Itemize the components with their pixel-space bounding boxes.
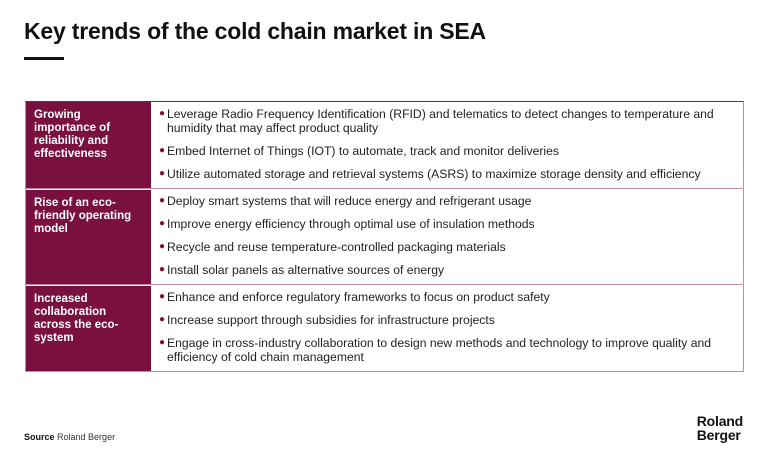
list-item-text: Increase support through subsidies for infrastructure projects — [167, 313, 495, 327]
bullet-icon: ● — [159, 108, 166, 119]
trend-category-label: Rise of an eco-friendly operating model — [26, 189, 151, 284]
trend-row — [26, 284, 743, 371]
bullet-icon: ● — [159, 337, 166, 348]
trends-table — [25, 101, 744, 372]
bullet-icon: ● — [159, 291, 166, 302]
roland-berger-logo — [697, 414, 743, 442]
trend-category-label: Growing importance of reliability and effectiveness — [26, 102, 151, 188]
page-title: Key trends of the cold chain market in SEA — [24, 18, 486, 44]
trend-items-list — [151, 102, 743, 188]
list-item-text: Utilize automated storage and retrieval systems (ASRS) to maximize storage density and efficiency — [167, 167, 701, 181]
title-underline — [24, 57, 64, 60]
list-item — [159, 290, 735, 304]
list-item-text: Enhance and enforce regulatory frameworks to focus on product safety — [167, 290, 550, 304]
list-item — [159, 263, 735, 277]
source-label: Source — [24, 432, 55, 442]
logo-line-2: Berger — [696, 427, 741, 443]
logo-line-1: Roland — [696, 413, 743, 429]
list-item — [159, 217, 735, 231]
bullet-icon: ● — [159, 264, 166, 275]
list-item — [159, 336, 735, 364]
list-item-text: Install solar panels as alternative sources of energy — [167, 263, 445, 277]
bullet-icon: ● — [159, 195, 166, 206]
list-item — [159, 313, 735, 327]
trend-row — [26, 102, 743, 188]
list-item — [159, 167, 735, 181]
trend-category-label: Increased collaboration across the eco-system — [26, 285, 151, 371]
list-item-text: Engage in cross-industry collaboration to design new methods and technology to improve quality and efficiency of cold chain management — [167, 336, 712, 364]
bullet-icon: ● — [159, 145, 166, 156]
list-item-text: Embed Internet of Things (IOT) to automate, track and monitor deliveries — [167, 144, 559, 158]
source-value: Roland Berger — [57, 432, 116, 442]
list-item-text: Improve energy efficiency through optimal use of insulation methods — [167, 217, 535, 231]
list-item — [159, 144, 735, 158]
trend-items-list — [151, 189, 743, 284]
list-item — [159, 107, 735, 135]
source-note — [24, 432, 115, 442]
bullet-icon: ● — [159, 314, 166, 325]
bullet-icon: ● — [159, 218, 166, 229]
list-item — [159, 194, 735, 208]
list-item-text: Leverage Radio Frequency Identification (RFID) and telematics to detect changes to temperature and humidity that may affect product quality — [167, 107, 714, 135]
list-item — [159, 240, 735, 254]
bullet-icon: ● — [159, 168, 166, 179]
trend-items-list — [151, 285, 743, 371]
bullet-icon: ● — [159, 241, 166, 252]
list-item-text: Deploy smart systems that will reduce energy and refrigerant usage — [167, 194, 532, 208]
trend-row — [26, 188, 743, 284]
list-item-text: Recycle and reuse temperature-controlled packaging materials — [167, 240, 506, 254]
